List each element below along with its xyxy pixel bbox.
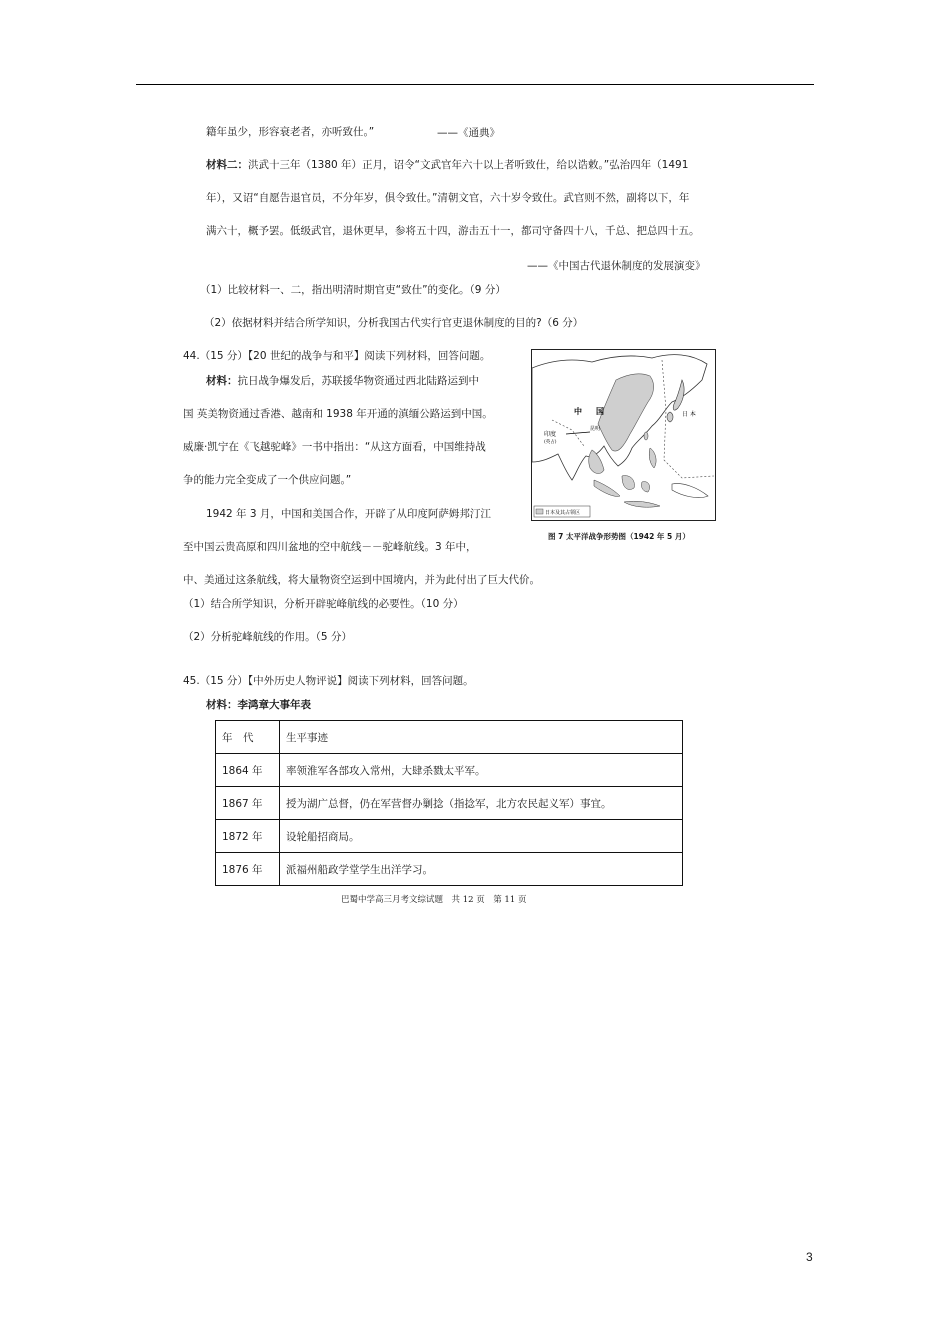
map-label-india: 印度 xyxy=(544,431,557,438)
table-cell-event: 设轮船招商局。 xyxy=(280,820,683,853)
q44-subquestion-2: （2）分析驼峰航线的作用。（5 分） xyxy=(183,631,352,643)
table-row xyxy=(216,853,683,886)
q44-material-line3: 威廉·凯宁在《飞越驼峰》一书中指出：“从这方面看，中国维持战 xyxy=(183,441,486,453)
li-hongzhang-timeline-table xyxy=(215,720,683,886)
q44-subquestion-1: （1）结合所学知识，分析开辟驼峰航线的必要性。（10 分） xyxy=(183,598,464,610)
q43-subquestion-2: （2）依据材料并结合所学知识，分析我国古代实行官吏退休制度的目的?（6 分） xyxy=(204,317,584,329)
q43-source1: ——《通典》 xyxy=(437,127,500,139)
table-cell-year: 1864 年 xyxy=(216,754,280,787)
map-label-china: 中 xyxy=(574,407,582,416)
q45-title: 45.（15 分）【中外历史人物评说】阅读下列材料，回答问题。 xyxy=(183,675,474,687)
header-rule xyxy=(136,84,814,85)
table-header-event: 生平事迹 xyxy=(280,721,683,754)
map-label-india-sub: (英占) xyxy=(544,440,557,445)
exam-footer: 巴蜀中学高三月考文综试题 共 12 页 第 11 页 xyxy=(341,895,527,905)
table-cell-event: 授为湖广总督，仍在军营督办剿捻（指捻军，北方农民起义军）事宜。 xyxy=(280,787,683,820)
pacific-war-map xyxy=(531,349,716,521)
table-cell-event: 派福州船政学堂学生出洋学习。 xyxy=(280,853,683,886)
map-legend-label: 日本及其占领区 xyxy=(545,510,581,516)
q43-material1-end: 籍年虽少，形容衰老者，亦听致仕。” xyxy=(206,126,375,138)
q44-material-line2: 国 英美物资通过香港、越南和 1938 年开通的滇缅公路运到中国。 xyxy=(183,408,493,420)
q43-material2-line2: 年），又诏“自愿告退官员，不分年岁，俱令致仕。”清朝文官，六十岁令致仕。武官则不然，副将以下，年 xyxy=(206,192,690,204)
table-row xyxy=(216,787,683,820)
q44-material-line7: 中、美通过这条航线，将大量物资空运到中国境内，并为此付出了巨大代价。 xyxy=(183,574,540,586)
q43-material2-line1: 材料二：洪武十三年（1380 年）正月，诏令“文武官年六十以上者听致仕，给以诰敕。”弘治四年（1491 xyxy=(206,159,689,171)
table-cell-year: 1876 年 xyxy=(216,853,280,886)
map-drawing xyxy=(532,350,715,520)
q43-subquestion-1: （1）比较材料一、二，指出明清时期官吏“致仕”的变化。（9 分） xyxy=(200,284,506,296)
q45-material-label: 材料：李鸿章大事年表 xyxy=(206,699,311,711)
q44-material-line4: 争的能力完全变成了一个供应问题。” xyxy=(183,474,352,486)
map-label-kunming: 昆明 xyxy=(590,426,601,432)
table-header-row xyxy=(216,721,683,754)
table-row xyxy=(216,820,683,853)
table-cell-year: 1872 年 xyxy=(216,820,280,853)
q44-material-line6: 至中国云贵高原和四川盆地的空中航线－－驼峰航线。3 年中， xyxy=(183,541,477,553)
q44-title: 44.（15 分）【20 世纪的战争与和平】阅读下列材料，回答问题。 xyxy=(183,350,491,362)
q43-material2-label: 材料二： xyxy=(206,159,248,171)
q43-source2: ——《中国古代退休制度的发展演变》 xyxy=(527,260,706,272)
table-header-year: 年 代 xyxy=(216,721,280,754)
q44-material-line1: 材料：抗日战争爆发后，苏联援华物资通过西北陆路运到中 xyxy=(206,375,479,387)
page-number: 3 xyxy=(806,1250,813,1264)
map-label-china-2: 国 xyxy=(596,407,604,416)
q44-material-label: 材料： xyxy=(206,375,238,387)
map-label-japan: 日 本 xyxy=(682,411,696,418)
q43-material2-line3: 满六十，概予罢。低级武官，退休更早，参将五十四，游击五十一，都司守备四十八，千总、把总四十五。 xyxy=(206,225,700,237)
table-row xyxy=(216,754,683,787)
q44-material-line5: 1942 年 3 月，中国和美国合作，开辟了从印度阿萨姆邦汀江 xyxy=(206,508,491,520)
table-cell-event: 率领淮军各部攻入常州，大肆杀戮太平军。 xyxy=(280,754,683,787)
table-cell-year: 1867 年 xyxy=(216,787,280,820)
map-caption: 图 7 太平洋战争形势图（1942 年 5 月） xyxy=(548,532,690,541)
